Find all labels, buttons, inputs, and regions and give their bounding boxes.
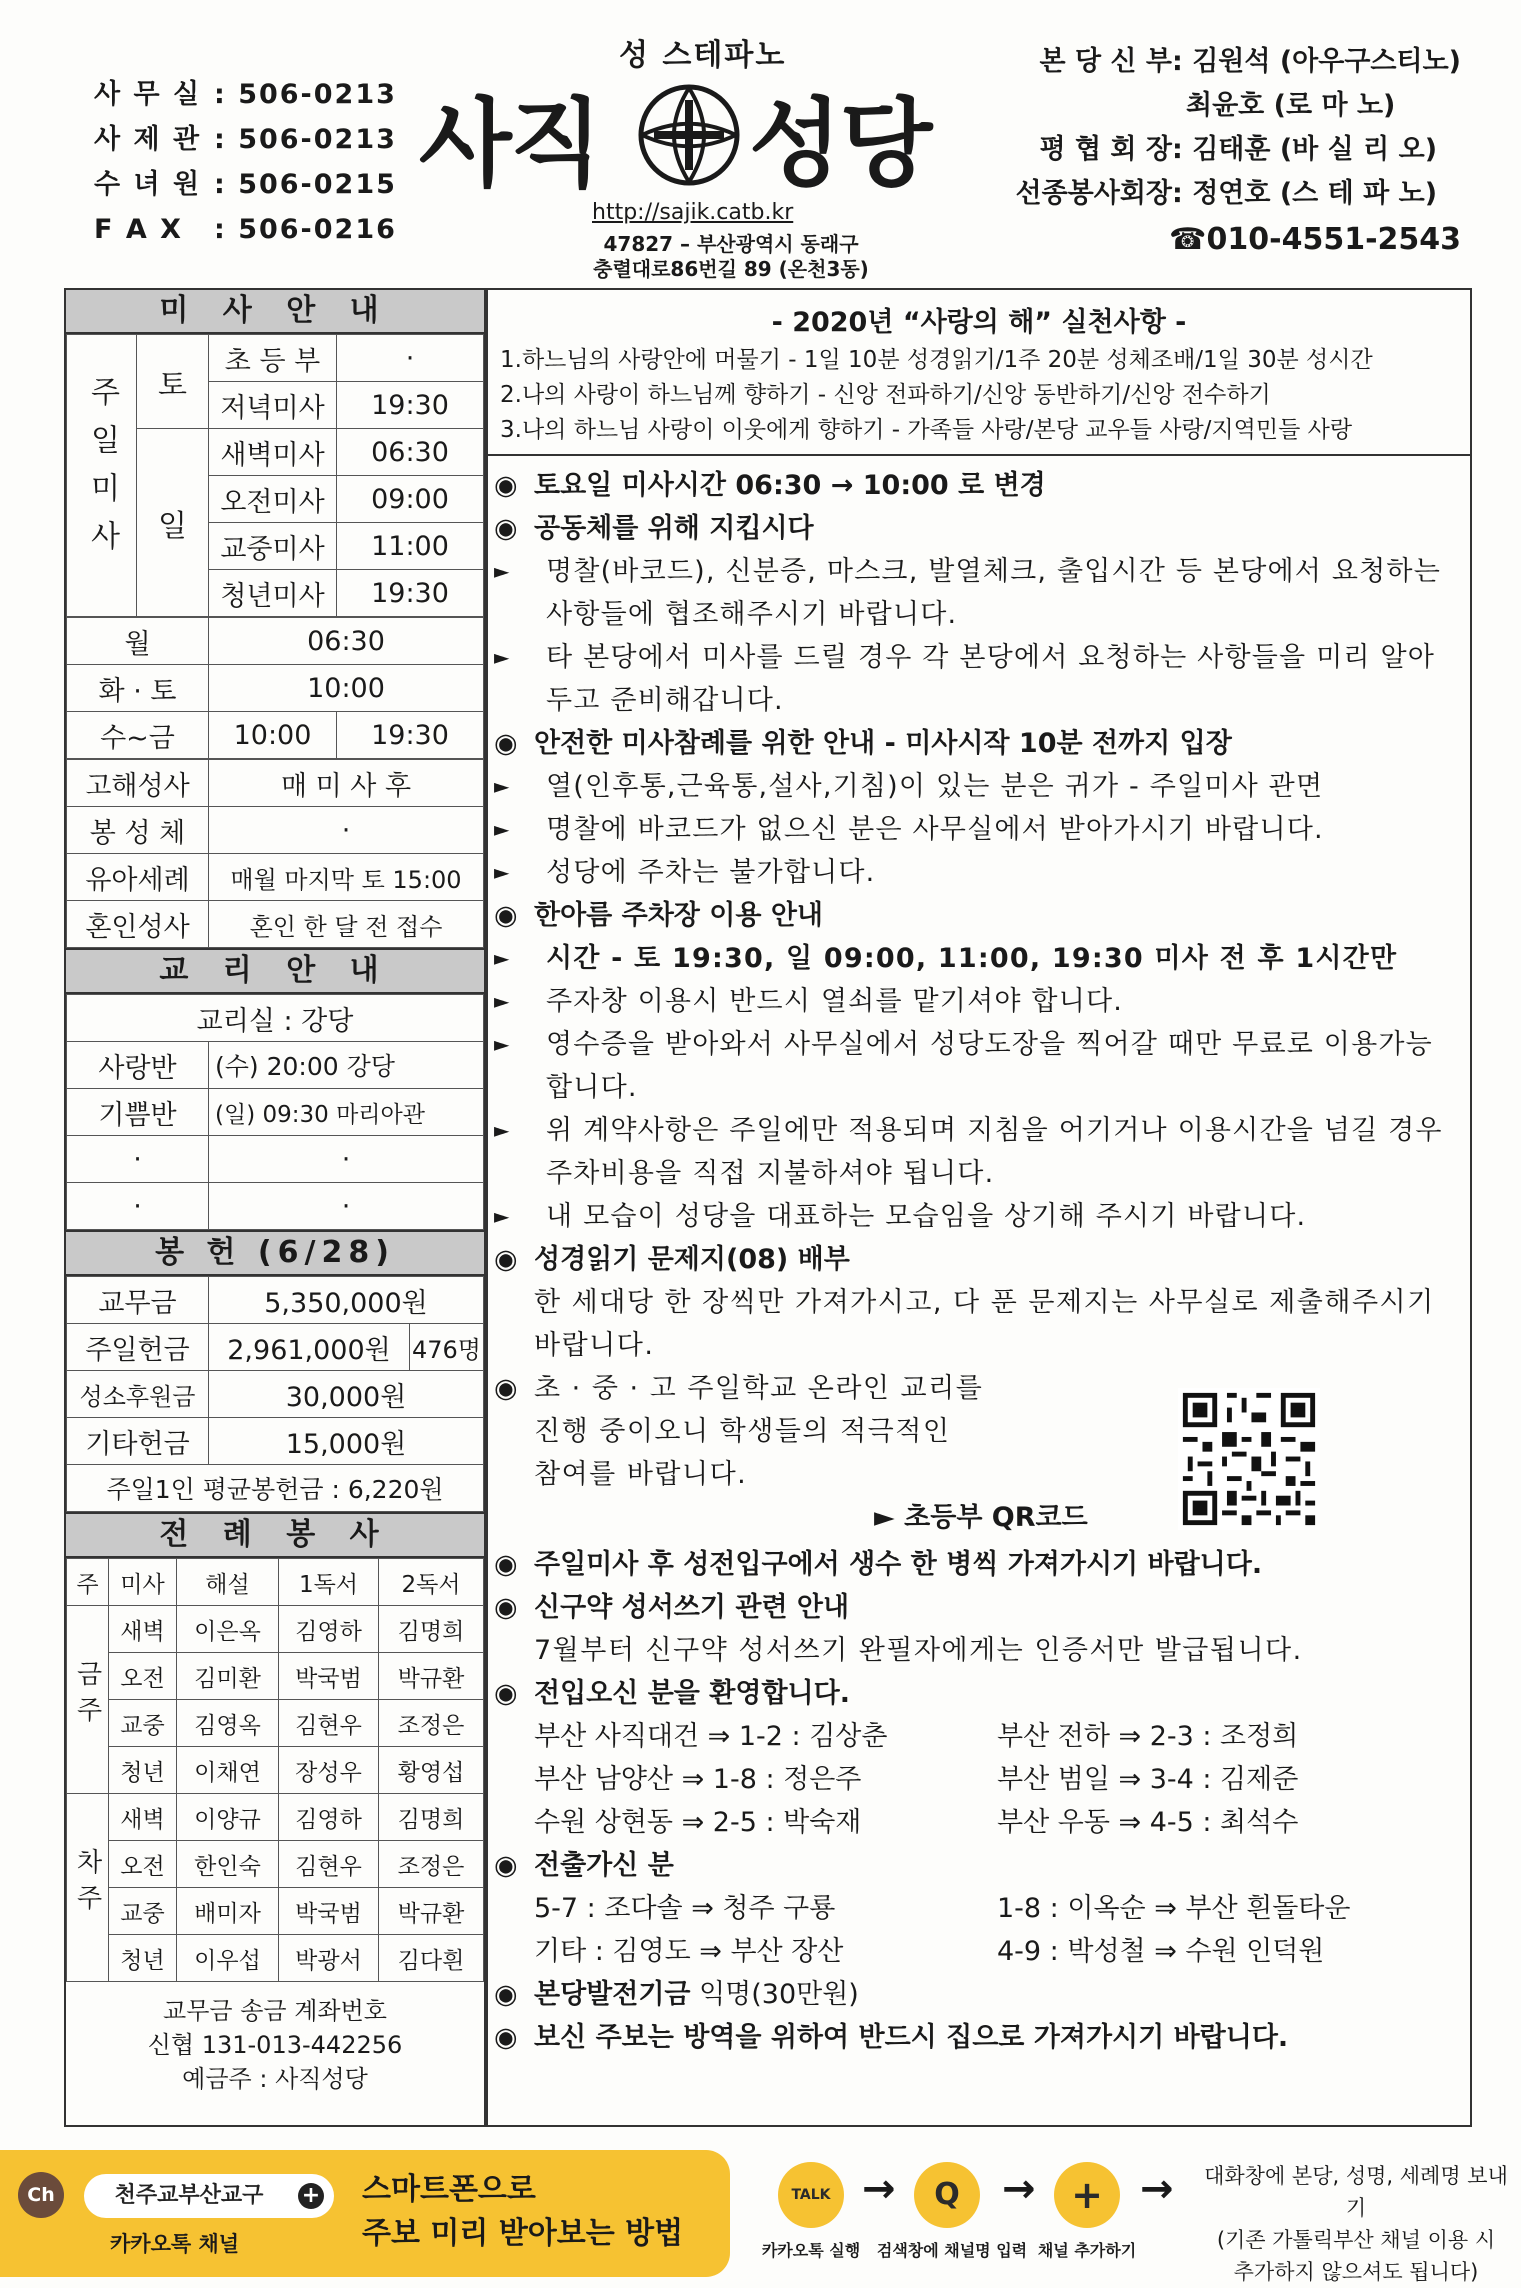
bullet-icon: ◉ (494, 900, 518, 931)
table-row: 월 06:30 (67, 618, 484, 665)
triangle-right-icon: ► (494, 645, 510, 669)
table-row: 오전 김미환 박국범 박규환 (67, 1653, 484, 1700)
channel-badge-icon: Ch (18, 2172, 64, 2218)
arrow-right-icon: → (862, 2166, 896, 2212)
list-item: 5-7 : 조다솔 ⇒ 청주 구룡 1-8 : 이옥순 ⇒ 부산 흰돌타운 (534, 1893, 1351, 1924)
next-week-label: 차주 (67, 1794, 109, 1982)
liturgy-table (66, 1558, 484, 1982)
table-row: 주일헌금 2,961,000원 476명 (67, 1324, 484, 1371)
table-row: 청년미사 19:30 (67, 570, 484, 617)
bulletin-header (64, 22, 1467, 284)
table-row: 일 새벽미사 06:30 (67, 429, 484, 476)
arrow-right-icon: → (1140, 2166, 1174, 2212)
mass-heading: 미 사 안 내 (66, 290, 484, 334)
parish-url-link[interactable]: http://sajik.catb.kr (592, 200, 794, 225)
table-row: 교리실 : 강당 (67, 995, 484, 1042)
kakao-banner: Ch 천주교부산교구 + 카카오톡 채널 스마트폰으로 주보 미리 받아보는 방법 TALK 카카오톡 실행 → Q 검색창에 채널명 입력 → + 채널 추가하기 → 대화창에 본당, 성명, 세례명 보내기 (기존 가톨릭부산 채널 이용 시 추가하지 않으셔도 됩니다) (0, 2150, 1521, 2277)
diocese-channel-pill[interactable]: 천주교부산교구 (84, 2174, 334, 2218)
search-icon: Q (914, 2162, 980, 2228)
smartphone-guide-title: 스마트폰으로 주보 미리 받아보는 방법 (362, 2172, 684, 2251)
triangle-right-icon: ► (494, 1118, 510, 1142)
table-row (67, 1465, 484, 1512)
table-row: 차주 새벽 이양규 김영하 김명희 (67, 1794, 484, 1841)
offering-table (66, 1276, 484, 1512)
bullet-icon: ◉ (494, 728, 518, 759)
bullet-icon: ◉ (494, 1850, 518, 1881)
final-instruction: 대화창에 본당, 성명, 세례명 보내기 (기존 가톨릭부산 채널 이용 시 추가하지 않으셔도 됩니다) (1204, 2164, 1508, 2284)
title-right: 성당 (749, 88, 931, 200)
table-row: 교중 배미자 박국범 박규환 (67, 1888, 484, 1935)
table-row: 청년 이채연 장성우 황영섭 (67, 1747, 484, 1794)
table-row: 오전 한인숙 김현우 조정은 (67, 1841, 484, 1888)
sacrament-table (66, 759, 484, 948)
table-row: 청년 이우섭 박광서 김다흰 (67, 1935, 484, 1982)
bullet-icon: ◉ (494, 1979, 518, 2010)
bullet-icon: ◉ (494, 470, 518, 501)
list-item: 기타 : 김영도 ⇒ 부산 장산 4-9 : 박성철 ⇒ 수원 인덕원 (534, 1936, 1325, 1967)
catechism-table (66, 994, 484, 1230)
table-row: 화 · 토 10:00 (67, 665, 484, 712)
notice-item: ◉ 한아름 주차장 이용 안내 ► 시간 - 토 19:30, 일 09:00, 11:00, 19:30 미사 전 후 1시간만 ► 주자창 이용시 반드시 열쇠를 맡기셔야 합니다. ► 영수증을 받아와서 사무실에서 성당도장을 찍어갈 때만 무료로 이용가능합니다. ► 위 계약사항은 주일에만 적용되며 지침을 어기거나 이용시간을 넘길 경우 주차비용을 직접 지불하셔야 됩니다. ► 내 모습이 성당을 대표하는 모습임을 상기해 주시기 바랍니다. (494, 894, 1460, 1238)
parish-subtitle: 성 스테파노 (619, 38, 787, 73)
notice-panel (486, 288, 1472, 2127)
weekday-mass-table (66, 617, 484, 759)
list-item: 부산 남양산 ⇒ 1-8 : 정은주 부산 범일 ⇒ 3-4 : 김제준 (534, 1764, 1299, 1795)
triangle-right-icon: ► (494, 1204, 510, 1228)
sunday-mass-label: 주일미사 (67, 335, 137, 617)
table-row: 유아세례 매월 마지막 토 15:00 (67, 854, 484, 901)
parish-phone: ☎010-4551-2543 (1169, 222, 1462, 257)
saturday-label: 토 (137, 335, 209, 429)
table-row: 기타헌금 15,000원 (67, 1418, 484, 1465)
table-row: 주 미사 해설 1독서 2독서 (67, 1559, 484, 1606)
triangle-right-icon: ► (494, 774, 510, 798)
contact-row: 사 무 실 : 506-0213 (94, 79, 397, 110)
notice-item: ◉ 본당발전기금 익명(30만원) (494, 1973, 1460, 2016)
kakao-channel-label: 카카오톡 채널 (110, 2232, 240, 2256)
account-info: 교무금 송금 계좌번호 신협 131-013-442256 예금주 : 사직성당 (147, 1997, 403, 2093)
motto-box: - 2020년 “사랑의 해” 실천사항 - 1.하느님의 사랑안에 머물기 - 1일 10분 성경읽기/1주 20분 성체조배/1일 30분 성시간 2.나의 사랑이 하느님께 향하기 - 신앙 전파하기/신앙 동반하기/신앙 전수하기 3.나의 하느님 사랑이 이웃에게 향하기 - 가족들 사랑/본당 교우들 사랑/지역민들 사랑 (488, 290, 1470, 456)
notice-item: ◉ 공동체를 위해 지킵시다 ► 명찰(바코드), 신분증, 마스크, 발열체크, 출입시간 등 본당에서 요청하는 사항들에 협조해주시기 바랍니다. ► 타 본당에서 미사를 드릴 경우 각 본당에서 요청하는 사항들을 미리 알아두고 준비해갑니다. (494, 507, 1460, 722)
clergy-row: 본 당 신 부: 김원석 (아우구스티노) (1039, 46, 1462, 77)
bullet-icon: ◉ (494, 1678, 518, 1709)
table-row: 기쁨반 (일) 09:30 마리아관 (67, 1089, 484, 1136)
table-row: 봉 성 체 · (67, 807, 484, 854)
notice-list (488, 456, 1470, 2059)
table-row: 오전미사 09:00 (67, 476, 484, 523)
clergy-list (992, 40, 1461, 262)
triangle-right-icon: ► (494, 817, 510, 841)
offering-heading: 봉 헌 (6/28) (66, 1230, 484, 1276)
bullet-icon: ◉ (494, 513, 518, 544)
list-item: 수원 상현동 ⇒ 2-5 : 박숙재 부산 우동 ⇒ 4-5 : 최석수 (534, 1807, 1299, 1838)
notice-item: ◉ 성경읽기 문제지(08) 배부 한 세대당 한 장씩만 가져가시고, 다 푼 문제지는 사무실로 제출해주시기 바랍니다. (494, 1238, 1460, 1367)
table-row: 주일미사 토 초 등 부 · (67, 335, 484, 382)
bullet-icon: ◉ (494, 1592, 518, 1623)
contact-row: 사 제 관 : 506-0213 (94, 124, 397, 155)
bullet-icon: ◉ (494, 2022, 518, 2053)
add-channel-icon: + (1054, 2162, 1120, 2228)
parish-logo-icon (634, 80, 744, 190)
catechism-heading: 교 리 안 내 (66, 948, 484, 994)
table-row: 교중미사 11:00 (67, 523, 484, 570)
bullet-icon: ◉ (494, 1373, 518, 1404)
table-row: · · (67, 1136, 484, 1183)
kakaotalk-icon: TALK (778, 2162, 844, 2228)
qr-code-icon[interactable] (1178, 1388, 1320, 1530)
arrow-right-icon: → (1002, 2166, 1036, 2212)
table-row: 고해성사 매 미 사 후 (67, 760, 484, 807)
table-row: 금주 새벽 이은옥 김영하 김명희 (67, 1606, 484, 1653)
notice-item: ◉ 신구약 성서쓰기 관련 안내 7월부터 신구약 성서쓰기 완필자에게는 인증서만 발급됩니다. (494, 1586, 1460, 1672)
table-row: 수~금 10:00 19:30 (67, 712, 484, 759)
mass-table (66, 334, 484, 617)
qr-label: ► 초등부 QR코드 (874, 1502, 1088, 1533)
list-item: 부산 사직대건 ⇒ 1-2 : 김상춘 부산 전하 ⇒ 2-3 : 조정희 (534, 1721, 1299, 1752)
notice-item: ◉ 보신 주보는 방역을 위하여 반드시 집으로 가져가시기 바랍니다. (494, 2016, 1460, 2059)
clergy-row: 최윤호 (로 마 노) (1186, 90, 1396, 121)
sunday-label: 일 (137, 429, 209, 617)
table-row: · · (67, 1183, 484, 1230)
notice-item: ◉ 토요일 미사시간 06:30 → 10:00 로 변경 (494, 464, 1460, 507)
plus-icon: + (298, 2183, 324, 2209)
contact-list (94, 72, 397, 252)
motto-title: - 2020년 “사랑의 해” 실천사항 - (771, 307, 1187, 338)
triangle-right-icon: ► (494, 1032, 510, 1056)
bullet-icon: ◉ (494, 1244, 518, 1275)
notice-item: ◉ 전입오신 분을 환영합니다. 부산 사직대건 ⇒ 1-2 : 김상춘 부산 전하 ⇒ 2-3 : 조정희 부산 남양산 ⇒ 1-8 : 정은주 부산 범일 ⇒ 3-4 : 김제준 수원 상현동 ⇒ 2-5 : 박숙재 부산 우동 ⇒ 4-5 : 최석수 (494, 1672, 1460, 1844)
clergy-row: 평 협 회 장: 김태훈 (바 실 리 오) (1039, 134, 1438, 165)
liturgy-heading: 전 례 봉 사 (66, 1512, 484, 1558)
parish-address: 47827 – 부산광역시 동래구 충렬대로86번길 89 (온천3동) (593, 232, 869, 281)
table-row: 혼인성사 혼인 한 달 전 접수 (67, 901, 484, 948)
notice-item: ◉ 초 · 중 · 고 주일학교 온라인 교리를 진행 중이오니 학생들의 적극적인 참여를 바랍니다. ► 초등부 QR코드 (494, 1367, 1460, 1543)
triangle-right-icon: ► (494, 946, 510, 970)
triangle-right-icon: ► (494, 989, 510, 1013)
contact-row: 수 녀 원 : 506-0215 (94, 169, 397, 200)
notice-item: ◉ 전출가신 분 5-7 : 조다솔 ⇒ 청주 구룡 1-8 : 이옥순 ⇒ 부산 흰돌타운 기타 : 김영도 ⇒ 부산 장산 4-9 : 박성철 ⇒ 수원 인덕원 (494, 1844, 1460, 1973)
title-left: 사직 (419, 88, 601, 200)
table-row: 교무금 5,350,000원 (67, 1277, 484, 1324)
table-row: 저녁미사 19:30 (67, 382, 484, 429)
notice-item: ◉ 안전한 미사참례를 위한 안내 - 미사시작 10분 전까지 입장 ► 열(인후통,근육통,설사,기침)이 있는 분은 귀가 - 주일미사 관면 ► 명찰에 바코드가 없으신 분은 사무실에서 받아가시기 바랍니다. ► 성당에 주차는 불가합니다. (494, 722, 1460, 894)
contact-row: F A X : 506-0216 (94, 214, 397, 245)
offering-average: 주일1인 평균봉헌금 : 6,220원 (67, 1465, 484, 1512)
info-sidebar (64, 288, 486, 2127)
notice-item: ◉ 주일미사 후 성전입구에서 생수 한 병씩 가져가시기 바랍니다. (494, 1543, 1460, 1586)
bullet-icon: ◉ (494, 1549, 518, 1580)
table-row: 교중 김영옥 김현우 조정은 (67, 1700, 484, 1747)
table-row: 성소후원금 30,000원 (67, 1371, 484, 1418)
triangle-right-icon: ► (494, 860, 510, 884)
clergy-row: 선종봉사회장: 정연호 (스 테 파 노) (1015, 178, 1438, 209)
this-week-label: 금주 (67, 1606, 109, 1794)
triangle-right-icon: ► (494, 559, 510, 583)
table-row: 사랑반 (수) 20:00 강당 (67, 1042, 484, 1089)
